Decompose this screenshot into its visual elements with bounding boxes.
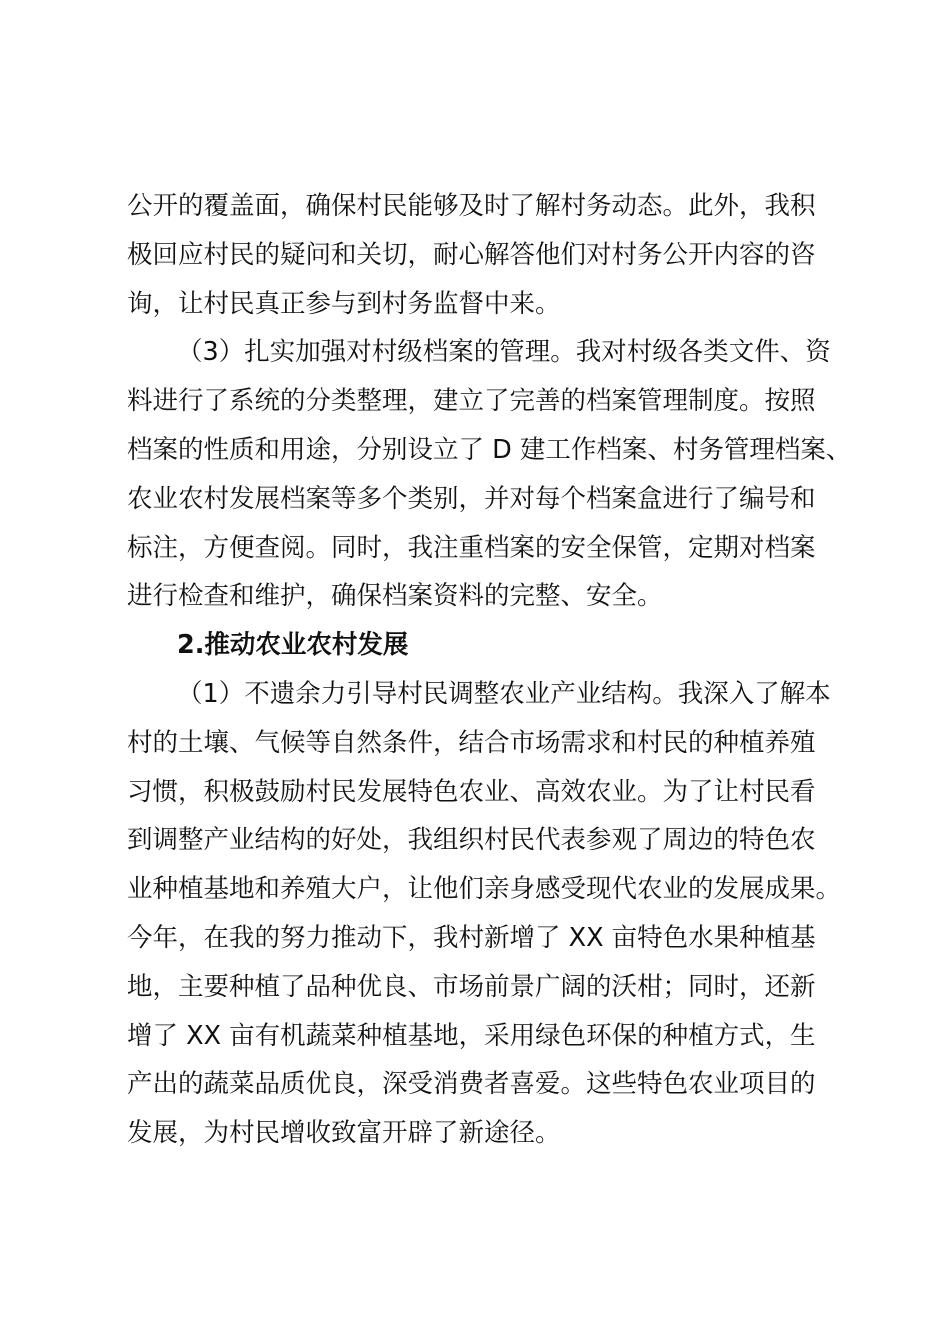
text-line: 今年，在我的努力推动下，我村新增了 XX 亩特色水果种植基 bbox=[127, 922, 816, 953]
text-line: 公开的覆盖面，确保村民能够及时了解村务动态。此外，我积 bbox=[127, 191, 816, 221]
text-line: 料进行了系统的分类整理，建立了完善的档案管理制度。按照 bbox=[127, 386, 816, 417]
text-line: 增了 XX 亩有机蔬菜种植基地，采用绿色环保的种植方式，生 bbox=[127, 1020, 816, 1051]
text-line: 标注，方便查阅。同时，我注重档案的安全保管，定期对档案 bbox=[127, 532, 816, 563]
text-line: 询，让村民真正参与到村务监督中来。 bbox=[127, 288, 561, 319]
text-line: 产出的蔬菜品质优良，深受消费者喜爱。这些特色农业项目的 bbox=[127, 1069, 816, 1100]
text-line: 发展，为村民增收致富开辟了新途径。 bbox=[127, 1118, 561, 1149]
paragraph-start-line: （1）不遗余力引导村民调整农业产业结构。我深入了解本 bbox=[177, 678, 831, 709]
text-line: 农业农村发展档案等多个类别，并对每个档案盒进行了编号和 bbox=[127, 483, 816, 514]
text-line: 村的土壤、气候等自然条件，结合市场需求和村民的种植养殖 bbox=[127, 727, 816, 758]
text-line: 业种植基地和养殖大户，让他们亲身感受现代农业的发展成果。 bbox=[127, 874, 842, 905]
text-line: 极回应村民的疑问和关切，耐心解答他们对村务公开内容的咨 bbox=[127, 239, 816, 270]
text-line: 进行检查和维护，确保档案资料的完整、安全。 bbox=[127, 581, 663, 612]
text-line: 档案的性质和用途，分别设立了 D 建工作档案、村务管理档案、 bbox=[127, 434, 852, 465]
text-line: 习惯，积极鼓励村民发展特色农业、高效农业。为了让村民看 bbox=[127, 776, 816, 807]
document-body bbox=[127, 182, 852, 1158]
paragraph-start-line: （3）扎实加强对村级档案的管理。我对村级各类文件、资 bbox=[177, 337, 831, 368]
text-line: 到调整产业结构的好处，我组织村民代表参观了周边的特色农 bbox=[127, 825, 816, 856]
text-line: 地，主要种植了品种优良、市场前景广阔的沃柑；同时，还新 bbox=[127, 971, 816, 1002]
section-heading: 2.推动农业农村发展 bbox=[177, 630, 409, 661]
